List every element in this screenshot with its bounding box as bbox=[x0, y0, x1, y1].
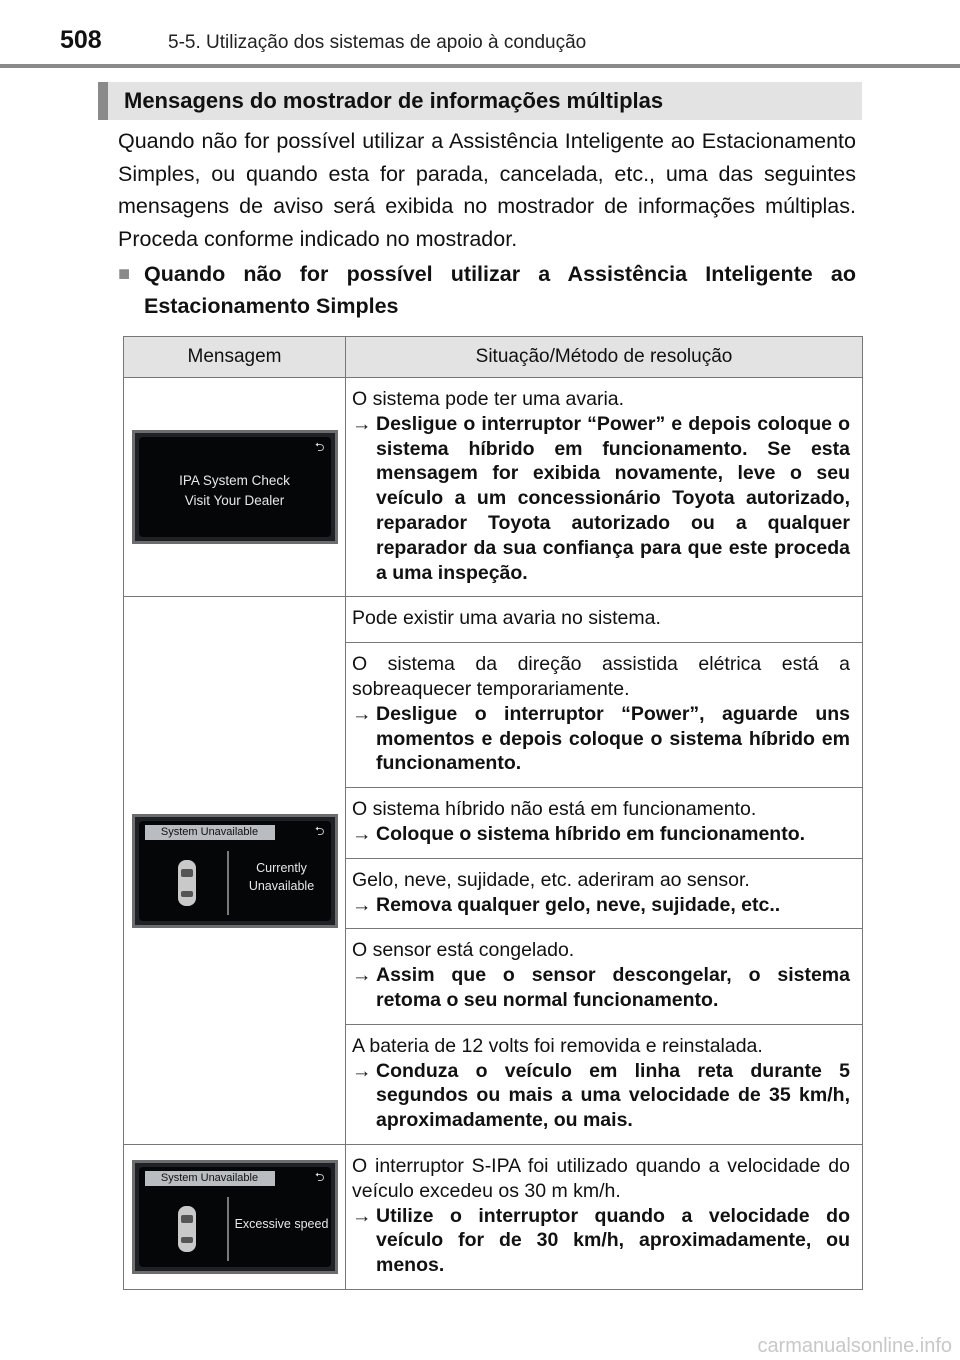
message-image-cell bbox=[124, 597, 346, 1145]
section-title: Mensagens do mostrador de informações múltiplas bbox=[98, 82, 862, 120]
resolution-cell bbox=[346, 643, 863, 788]
arrow-icon: → bbox=[352, 702, 372, 725]
table-row bbox=[124, 597, 863, 643]
table-header-row bbox=[124, 337, 863, 378]
back-arrow-icon: ⮌ bbox=[314, 823, 325, 838]
condition-text: O sistema pode ter uma avaria. bbox=[352, 388, 625, 410]
action-step bbox=[352, 1204, 850, 1278]
status-bar: System Unavailable bbox=[145, 1171, 275, 1186]
screen-divider bbox=[227, 1197, 229, 1261]
intro-paragraph: Quando não for possível utilizar a Assistência Inteligente ao Estacionamento Simples, ou quando esta for parada, cancelada, etc., uma das seguintes mensagens de aviso será exibida no mostrador de informações múltiplas. Proceda conforme indicado no mostrador. bbox=[118, 129, 856, 251]
car-top-view-icon bbox=[177, 1205, 197, 1253]
action-step bbox=[352, 822, 850, 847]
action-text: Remova qualquer gelo, neve, sujidade, etc.. bbox=[376, 893, 781, 916]
subheading bbox=[118, 258, 856, 322]
action-step bbox=[352, 412, 850, 586]
resolution-cell bbox=[346, 788, 863, 859]
action-text: Desligue o interruptor “Power” e depois coloque o sistema híbrido em funcionamento. Se esta mensagem for exibida novamente, leve o seu veículo a um concessionário Toyota autorizado, reparador Toyota autorizado ou a qualquer reparador da sua confiança para que este proceda a uma inspeção. bbox=[376, 412, 850, 584]
action-text: Coloque o sistema híbrido em funcionamento. bbox=[376, 822, 806, 845]
condition-text: O sistema híbrido não está em funcionamento. bbox=[352, 798, 757, 821]
display-screen-excessive-speed bbox=[132, 1160, 338, 1274]
screen-line: Visit Your Dealer bbox=[184, 493, 285, 509]
header-rule bbox=[0, 64, 960, 68]
resolution-cell bbox=[346, 378, 863, 597]
page-number: 508 bbox=[60, 26, 102, 54]
condition-text: O sistema da direção assistida elétrica está a sobreaquecer temporariamente. bbox=[352, 653, 850, 700]
arrow-icon: → bbox=[352, 1204, 372, 1227]
condition-text: O sensor está congelado. bbox=[352, 939, 575, 962]
action-text: Utilize o interruptor quando a velocidade do veículo for de 30 km/h, aproximadamente, ou menos. bbox=[376, 1204, 850, 1277]
resolution-cell bbox=[346, 1024, 863, 1144]
condition-text: Gelo, neve, sujidade, etc. aderiram ao sensor. bbox=[352, 868, 750, 891]
screen-line: IPA System Check bbox=[179, 473, 290, 489]
column-header-message: Mensagem bbox=[124, 337, 346, 378]
messages-table bbox=[123, 336, 863, 1290]
screen-line: Excessive speed bbox=[234, 1216, 329, 1231]
action-text: Conduza o veículo em linha reta durante 5 segundos ou mais a uma velocidade de 35 km/h, aproximadamente, ou mais. bbox=[376, 1059, 850, 1132]
arrow-icon: → bbox=[352, 1059, 372, 1082]
screen-line: Currently bbox=[256, 860, 307, 875]
arrow-icon: → bbox=[352, 964, 372, 987]
resolution-cell bbox=[346, 858, 863, 929]
arrow-icon: → bbox=[352, 412, 372, 435]
square-bullet-icon: ■ bbox=[118, 263, 131, 285]
back-arrow-icon: ⮌ bbox=[314, 440, 325, 455]
subheading-text: Quando não for possível utilizar a Assistência Inteligente ao Estacionamento Simples bbox=[144, 262, 856, 318]
car-top-view-icon bbox=[177, 859, 197, 907]
resolution-cell bbox=[346, 1144, 863, 1289]
action-step bbox=[352, 963, 850, 1013]
display-screen-currently-unavailable bbox=[132, 814, 338, 928]
message-image-cell bbox=[124, 1144, 346, 1289]
action-step bbox=[352, 702, 850, 776]
arrow-icon: → bbox=[352, 893, 372, 916]
action-step bbox=[352, 893, 850, 918]
action-text: Desligue o interruptor “Power”, aguarde uns momentos e depois coloque o sistema híbrido em funcionamento. bbox=[376, 702, 850, 775]
arrow-icon: → bbox=[352, 822, 372, 845]
column-header-resolution: Situação/Método de resolução bbox=[346, 337, 863, 378]
message-image-cell bbox=[124, 378, 346, 597]
status-bar: System Unavailable bbox=[145, 825, 275, 840]
condition-text: Pode existir uma avaria no sistema. bbox=[352, 607, 661, 630]
watermark: carmanualsonline.info bbox=[757, 1335, 952, 1357]
screen-divider bbox=[227, 851, 229, 915]
action-text: Assim que o sensor descongelar, o sistema retoma o seu normal funcionamento. bbox=[376, 964, 850, 1011]
resolution-cell bbox=[346, 597, 863, 643]
display-screen-ipa-check bbox=[132, 430, 338, 544]
screen-line: Unavailable bbox=[248, 878, 315, 893]
action-step bbox=[352, 1059, 850, 1133]
condition-text: A bateria de 12 volts foi removida e reinstalada. bbox=[352, 1034, 763, 1057]
condition-text: O interruptor S-IPA foi utilizado quando a velocidade do veículo excedeu os 30 m km/h. bbox=[352, 1154, 850, 1202]
running-title: 5-5. Utilização dos sistemas de apoio à condução bbox=[168, 32, 587, 53]
table-row bbox=[124, 1144, 863, 1289]
table-row bbox=[124, 378, 863, 597]
back-arrow-icon: ⮌ bbox=[314, 1169, 325, 1184]
resolution-cell bbox=[346, 929, 863, 1024]
